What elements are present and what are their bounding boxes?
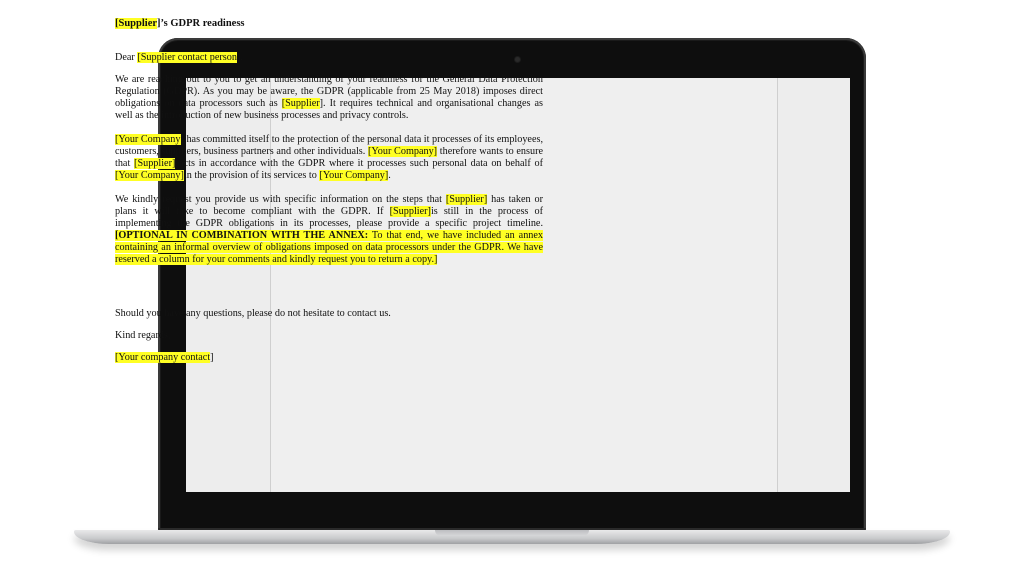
optional-annex-text: To that end, we have included an annex containing an informal overview of obligations imposed on data processors under the GDPR. We have reserved a column for your comments and kindly request you to return a copy.] <box>115 230 543 265</box>
placeholder-supplier: [Supplier <box>281 98 320 109</box>
placeholder-your-company: [Your Company] <box>368 146 438 157</box>
document-right-margin <box>777 78 850 492</box>
placeholder-supplier-contact: [Supplier contact person <box>137 52 237 63</box>
paragraph-request: We kindly request you provide us with specific information on the steps that [Supplier] has taken or plans it will take to become compliant with the GDPR. If [Supplier]is still in the process of implementing the GDPR obligations in its processes, please provide a specific project timeline. [OPTIONAL IN COMBINATION WITH THE ANNEX: To that end, we have included an annex containing an informal overview of obligations imposed on data processors under the GDPR. We have reserved a column for your comments and kindly request you to return a copy.] <box>115 194 543 265</box>
laptop-opening-notch <box>435 530 589 536</box>
salutation: Dear [Supplier contact person], <box>115 52 243 63</box>
kind-regards: Kind regards, <box>115 330 171 341</box>
paragraph-commitment: [Your Company] has committed itself to the protection of the personal data it processes of its employees, customers, suppliers, business partners and other individuals. [Your Company] therefore wants to ensure that [Supplier] acts in accordance with the GDPR where it processes such personal data on behalf of [Your Company]in the provision of its services to [Your Company]. <box>115 134 543 181</box>
placeholder-company-contact: [Your company contact <box>115 352 211 363</box>
letter-body <box>115 18 543 364</box>
placeholder-supplier: [Supplier] <box>134 158 176 169</box>
questions-line: Should you have any questions, please do not hesitate to contact us. <box>115 308 391 319</box>
optional-annex-label: [OPTIONAL IN COMBINATION WITH THE ANNEX: <box>115 230 369 241</box>
signature: [Your company contact] <box>115 352 214 363</box>
placeholder-your-company: [Your Company <box>115 134 181 145</box>
placeholder-supplier: [Supplier] <box>389 206 431 217</box>
placeholder-supplier: [Supplier] <box>445 194 488 205</box>
placeholder-your-company: [Your Company] <box>115 170 184 181</box>
placeholder-your-company: [Your Company] <box>319 170 389 181</box>
letter-title: [Supplier]’s GDPR readiness <box>115 18 245 29</box>
placeholder-supplier: [Supplier <box>115 18 158 29</box>
paragraph-intro: We are reaching out to you to get an understanding of your readiness for the General Data Protection Regulation (GDPR). As you may be aware, the GDPR (applicable from 25 May 2018) imposes direct obligations on data processors such as [Supplier]. It requires technical and organisational changes as well as the introduction of new business processes and privacy controls. <box>115 74 543 121</box>
